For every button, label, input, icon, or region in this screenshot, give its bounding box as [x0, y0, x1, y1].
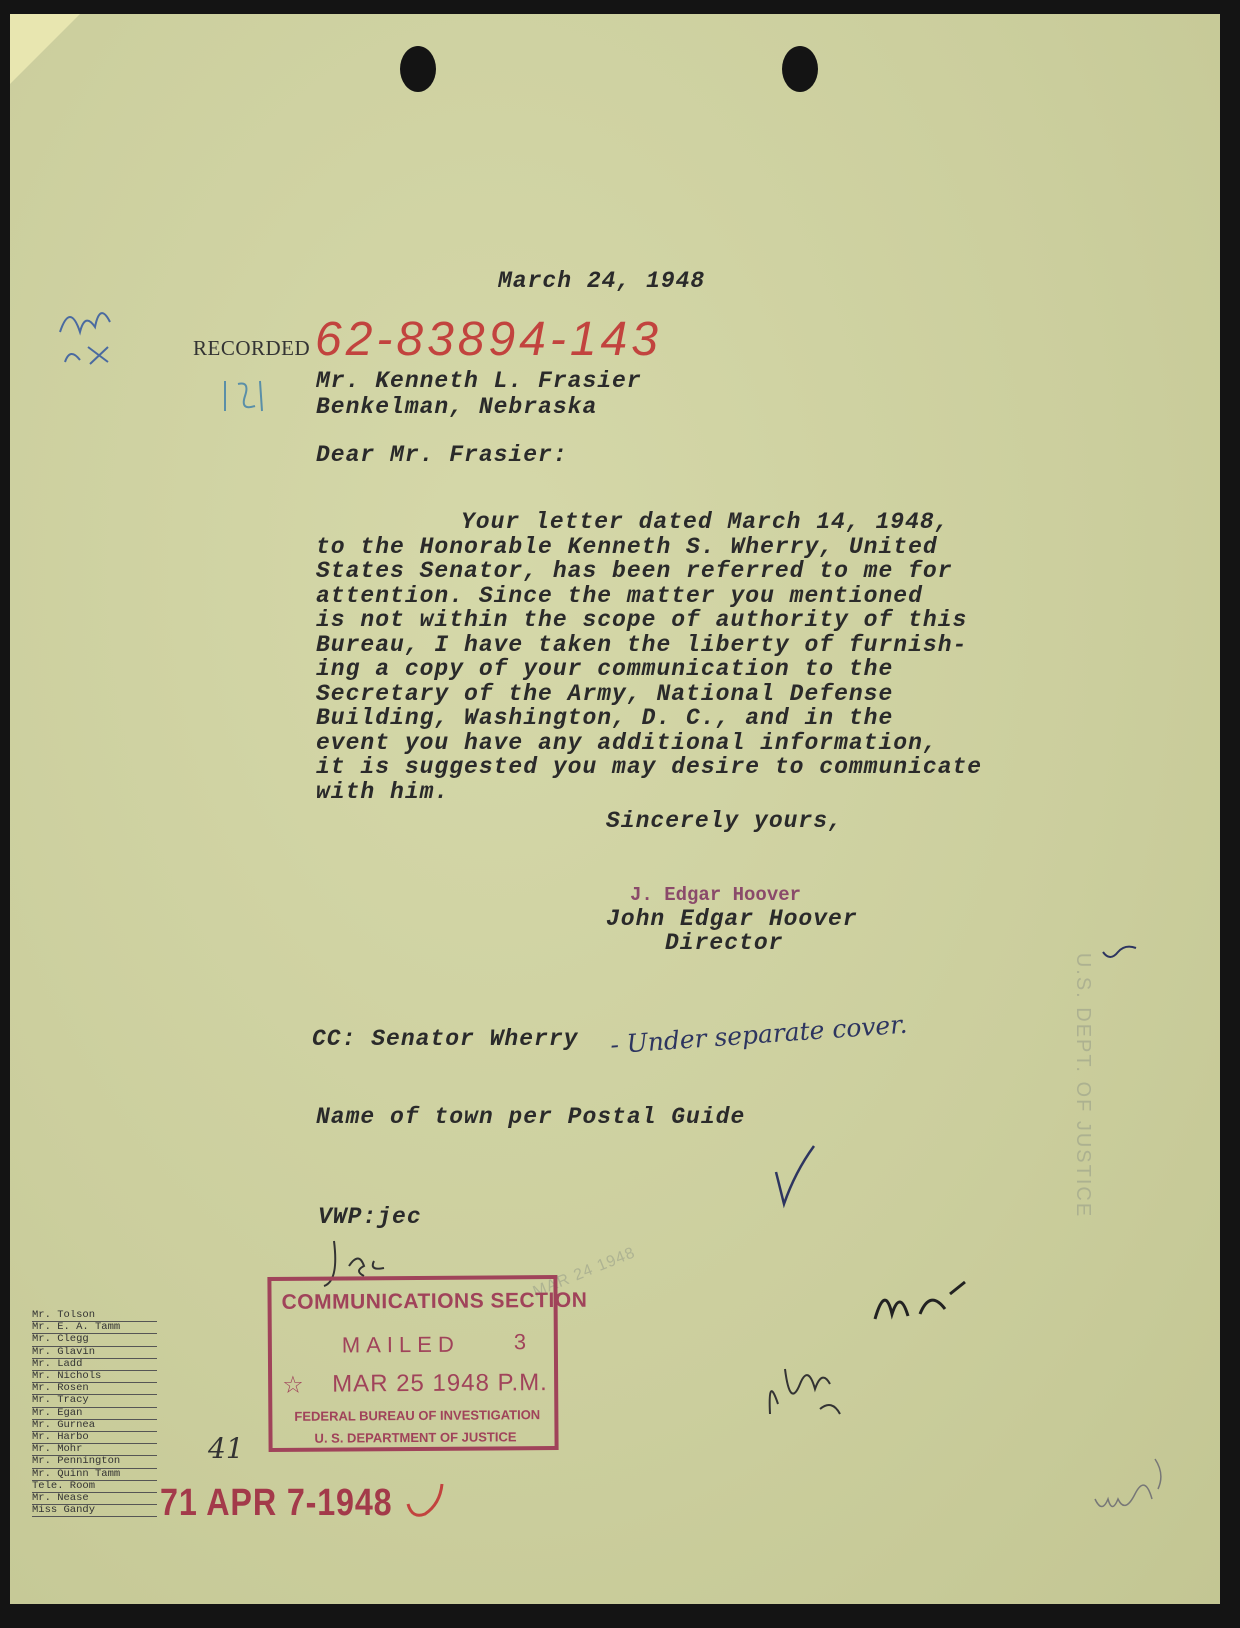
mailed-stamp: [267, 1275, 588, 1452]
stamp-agency: FEDERAL BUREAU OF INVESTIGATION: [294, 1407, 541, 1424]
body-line: ing a copy of your communication to the: [316, 656, 894, 682]
body-line: to the Honorable Kenneth S. Wherry, United: [316, 533, 938, 560]
body-line: Building, Washington, D. C., and in the: [316, 705, 894, 731]
letter-body: [316, 510, 1016, 804]
routing-entry: Mr. Pennington: [32, 1456, 157, 1468]
star-icon: ☆: [282, 1371, 304, 1399]
torn-corner: [10, 14, 80, 84]
handwritten-initials-mark: [50, 292, 140, 382]
routing-list: [32, 1310, 162, 1517]
punch-hole-left: [400, 46, 436, 92]
addressee-name: Mr. Kenneth L. Frasier: [316, 368, 642, 394]
file-number-stamp: 62-83894-143: [315, 313, 662, 366]
letter-page: [10, 14, 1220, 1604]
routing-entry: Mr. Quinn Tamm: [32, 1469, 157, 1481]
body-line: event you have any additional information,: [316, 729, 938, 756]
cc-line: CC: Senator Wherry: [312, 1026, 579, 1052]
body-line: attention. Since the matter you mentioned: [316, 582, 923, 609]
stamp-department: U. S. DEPARTMENT OF JUSTICE: [314, 1429, 517, 1446]
body-line: Secretary of the Army, National Defense: [316, 680, 894, 707]
body-line: with him.: [316, 778, 450, 805]
postal-guide-note: Name of town per Postal Guide: [316, 1104, 746, 1130]
letter-date: March 24, 1948: [498, 268, 706, 294]
recorded-label: RECORDED: [193, 336, 311, 360]
handwritten-initials-bottom-right: [1090, 1454, 1180, 1528]
checkmark: [770, 1142, 820, 1212]
routing-entry: Mr. Glavin: [32, 1347, 157, 1359]
punch-hole-right: [782, 46, 818, 92]
scribble-wrp-icon: [1090, 1454, 1180, 1524]
routing-entry: Mr. Nichols: [32, 1371, 157, 1383]
routing-entry: Mr. Gurnea: [32, 1420, 157, 1432]
typist-initials: VWP:jec: [318, 1204, 422, 1230]
received-stamp-faint: U.S. DEPT. OF JUSTICE: [1072, 952, 1095, 1219]
routing-entry: Miss Gandy: [32, 1505, 157, 1517]
closing: Sincerely yours,: [606, 808, 843, 834]
scribble-jbm-icon: [760, 1354, 870, 1424]
routing-entry: Mr. Rosen: [32, 1383, 157, 1395]
routing-entry: Mr. Ladd: [32, 1359, 157, 1371]
body-line: it is suggested you may desire to communicate: [316, 754, 983, 780]
stamp-mailed-number: 3: [513, 1329, 527, 1355]
stamp-date: MAR 25 1948 P.M.: [332, 1369, 548, 1398]
stamp-section-label: COMMUNICATIONS SECTION: [281, 1288, 588, 1314]
routing-entry: Mr. Tracy: [32, 1395, 157, 1407]
red-check-mark: [400, 1474, 450, 1524]
routing-entry: Tele. Room: [32, 1481, 157, 1493]
salutation: Dear Mr. Frasier:: [316, 442, 568, 468]
body-line: Bureau, I have taken the liberty of furnish-: [316, 631, 968, 658]
stamp-mailed-label: MAILED: [341, 1331, 460, 1358]
signer-title: Director: [665, 930, 784, 956]
routing-entry: Mr. Harbo: [32, 1432, 157, 1444]
body-line: is not within the scope of authority of this: [316, 607, 968, 633]
handwritten-initials-right: [870, 1274, 980, 1344]
handwritten-41: 41: [208, 1432, 244, 1465]
signature-stamp: J. Edgar Hoover: [630, 884, 802, 906]
body-line: States Senator, has been referred to me for: [316, 558, 953, 584]
routing-entry: Mr. Tolson: [32, 1310, 157, 1322]
routing-entry: Mr. E. A. Tamm: [32, 1322, 157, 1334]
faint-stamp-bottom: MAR 24 1948: [530, 1244, 638, 1301]
signer-name: John Edgar Hoover: [606, 906, 858, 932]
routing-entry: Mr. Egan: [32, 1408, 157, 1420]
addressee-location: Benkelman, Nebraska: [316, 394, 598, 420]
handwritten-initials-lower: [760, 1354, 870, 1428]
routing-entry: Mr. Nease: [32, 1493, 157, 1505]
cc-handwritten-note: - Under separate cover.: [609, 1009, 909, 1060]
routing-entry: Mr. Mohr: [32, 1444, 157, 1456]
routing-entry: Mr. Clegg: [32, 1334, 157, 1346]
body-line: Your letter dated March 14, 1948,: [461, 509, 950, 535]
indexed-date-stamp: 71 APR 7-1948: [160, 1482, 393, 1524]
checkmark-small: [1100, 940, 1140, 965]
scribble-mr-icon: [870, 1274, 980, 1334]
handwritten-number-mark: [220, 376, 280, 421]
